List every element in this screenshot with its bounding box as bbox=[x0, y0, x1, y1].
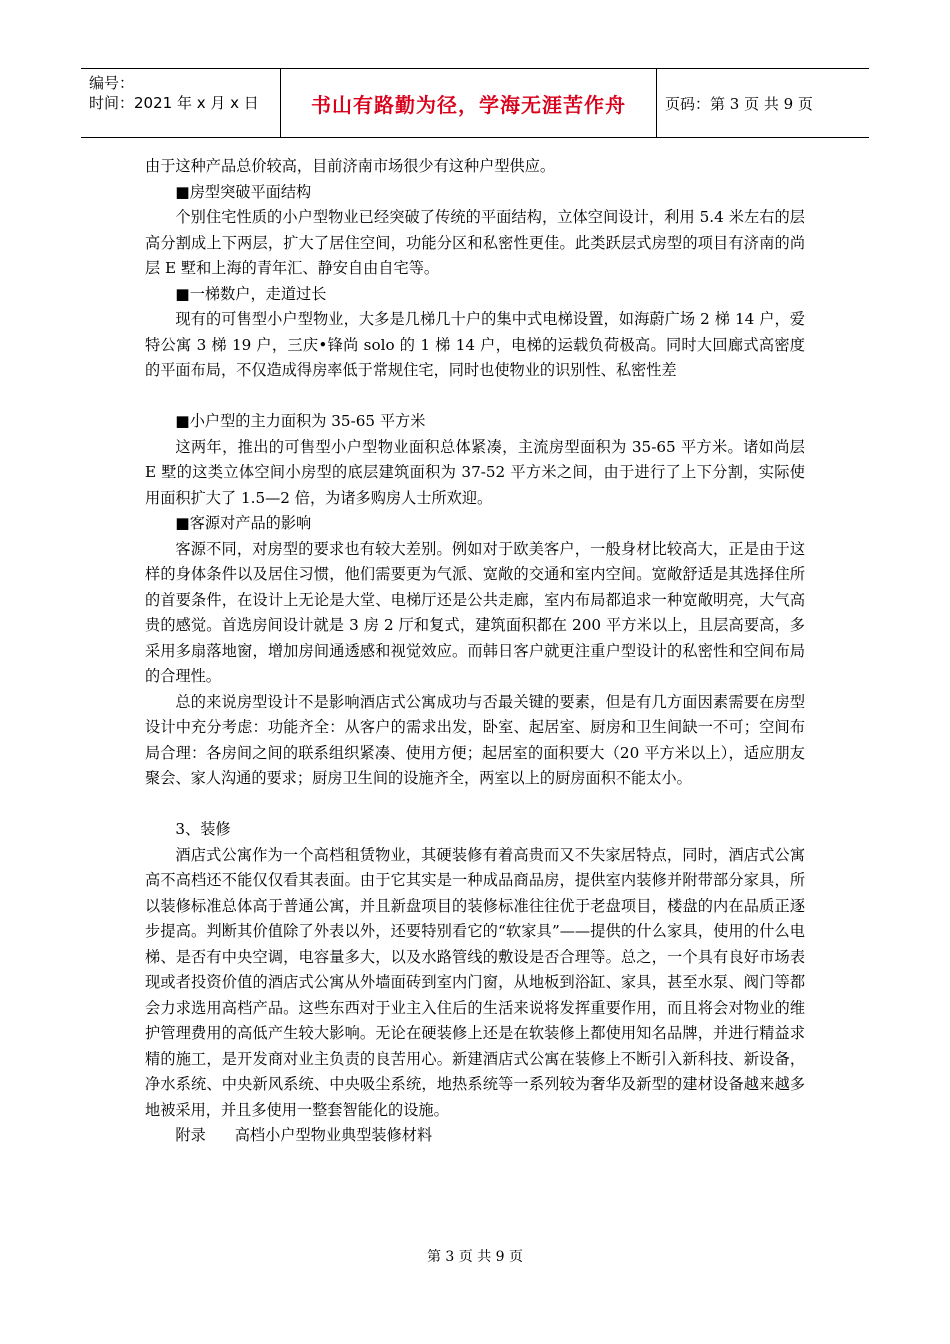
paragraph: 个别住宅性质的小户型物业已经突破了传统的平面结构，立体空间设计，利用 5.4 米左右的层高分割成上下两层，扩大了居住空间，功能分区和私密性更佳。此类跃层式房型的项目有济南的尚层 E 墅和上海的青年汇、静安自由自宅等。 bbox=[145, 208, 805, 277]
page-label: 页码：第 3 页 共 9 页 bbox=[665, 94, 813, 113]
blank-line bbox=[145, 792, 805, 818]
paragraph: 由于这种产品总价较高，目前济南市场很少有这种户型供应。 bbox=[145, 157, 556, 175]
blank-line bbox=[145, 384, 805, 410]
page-footer bbox=[0, 1246, 950, 1266]
footer-page-number: 第 3 页 共 9 页 bbox=[426, 1249, 524, 1265]
document-body bbox=[145, 154, 805, 1149]
paragraph: 总的来说房型设计不是影响酒店式公寓成功与否最关键的要素，但是有几方面因素需要在房型设计中充分考虑：功能齐全：从客户的需求出发，卧室、起居室、厨房和卫生间缺一不可；空间布局合理：各房间之间的联系组织紧凑、使用方便；起居室的面积要大（20 平方米以上），适应朋友聚会、家人沟通的要求；厨房卫生间的设施齐全，两室以上的厨房面积不能太小。 bbox=[145, 692, 805, 787]
header-meta bbox=[81, 69, 281, 137]
header-page-cell bbox=[657, 69, 869, 137]
section-heading: ■小户型的主力面积为 35-65 平方米 bbox=[175, 412, 426, 430]
number-label: 编号： bbox=[89, 74, 135, 92]
header-motto-cell bbox=[281, 69, 657, 137]
paragraph: 现有的可售型小户型物业，大多是几梯几十户的集中式电梯设置，如海蔚广场 2 梯 14 户，爱特公寓 3 梯 19 户，三庆•锋尚 solo 的 1 梯 14 户，电梯的运载负荷极高。同时大回廊式高密度的平面布局，不仅造成得房率低于常规住宅，同时也使物业的识别性、私密性差 bbox=[145, 310, 805, 379]
paragraph: 这两年，推出的可售型小户型物业面积总体紧凑，主流房型面积为 35-65 平方米。诸如尚层 E 墅的这类立体空间小房型的底层建筑面积为 37-52 平方米之间，由于进行了上下分割，实际使用面积扩大了 1.5—2 倍，为诸多购房人士所欢迎。 bbox=[145, 437, 805, 507]
date-label: 时间：2021 年 x 月 x 日 bbox=[89, 94, 259, 112]
section-heading: ■客源对产品的影响 bbox=[175, 514, 312, 532]
paragraph: 客源不同，对房型的要求也有较大差别。例如对于欧美客户，一般身材比较高大，正是由于这样的身体条件以及居住习惯，他们需要更为气派、宽敞的交通和室内空间。宽敞舒适是其选择住所的首要条件，在设计上无论是大堂、电梯厅还是公共走廊，室内布局都追求一种宽敞明亮，大气高贵的感觉。首选房间设计就是 3 房 2 厅和复式，建筑面积都在 200 平方米以上，且层高要高，多采用多扇落地窗，增加房间通透感和视觉效应。而韩日客户就更注重户型设计的私密性和空间布局的合理性。 bbox=[145, 539, 805, 685]
page-header bbox=[81, 68, 869, 138]
motto: 书山有路勤为径，学海无涯苦作舟 bbox=[311, 92, 626, 117]
section-heading: ■房型突破平面结构 bbox=[175, 182, 312, 201]
paragraph: 酒店式公寓作为一个高档租赁物业，其硬装修有着高贵而又不失家居特点，同时，酒店式公寓高不高档还不能仅仅看其表面。由于它其实是一种成品商品房，提供室内装修并附带部分家具，所以装修标准总体高于普通公寓，并且新盘项目的装修标准往往优于老盘项目，楼盘的内在品质正逐步提高。判断其价值除了外表以外，还要特别看它的“软家具”——提供的什么家具，使用的什么电梯、是否有中央空调，电容量多大，以及水路管线的敷设是否合理等。总之，一个具有良好市场表现或者投资价值的酒店式公寓从外墙面砖到室内门窗，从地板到浴缸、家具，甚至水泵、阀门等都会力求选用高档产品。这些东西对于业主入住后的生活来说将发挥重要作用，而且将会对物业的维护管理费用的高低产生较大影响。无论在硬装修上还是在软装修上都使用知名品牌，并进行精益求精的施工，是开发商对业主负责的良苦用心。新建酒店式公寓在装修上不断引入新科技、新设备，净水系统、中央新风系统、中央吸尘系统，地热系统等一系列较为奢华及新型的建材设备越来越多地被采用，并且多使用一整套智能化的设施。 bbox=[145, 845, 805, 1119]
section-heading: 3、装修 bbox=[175, 820, 231, 838]
appendix-line: 附录 高档小户型物业典型装修材料 bbox=[175, 1126, 433, 1144]
section-heading: ■一梯数户，走道过长 bbox=[175, 284, 327, 303]
